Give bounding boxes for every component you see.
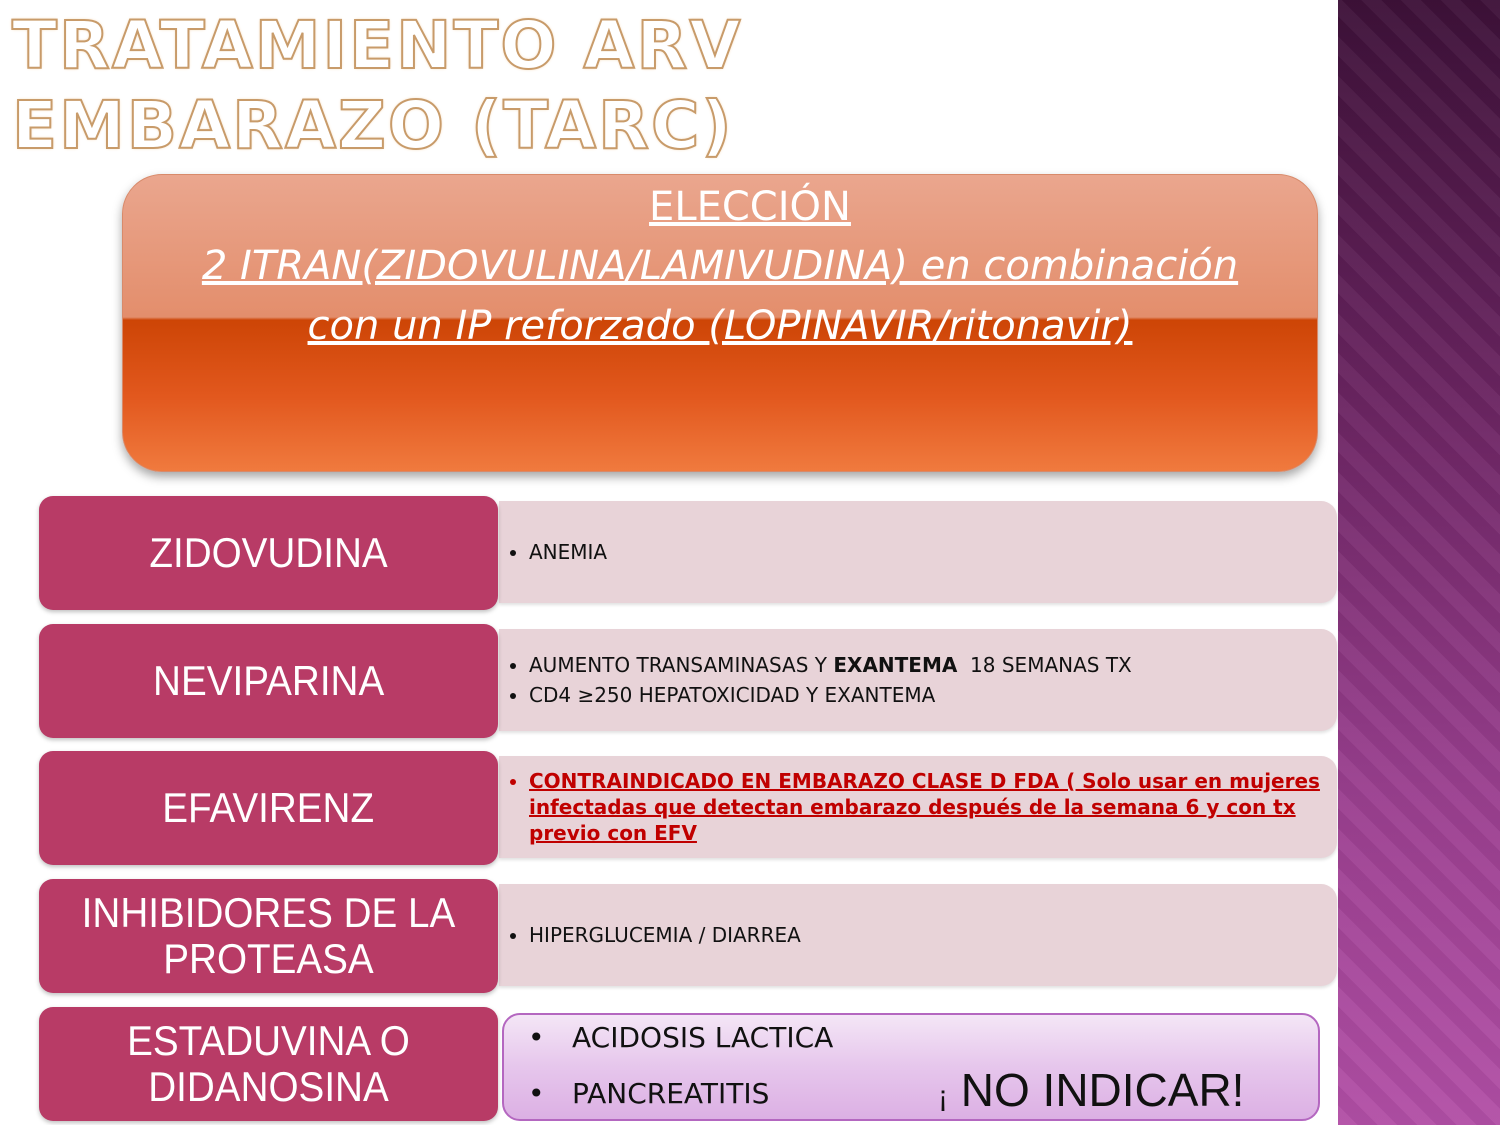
drug-row-neviparina: [39, 624, 1339, 738]
drug-label: NEVIPARINA: [39, 624, 498, 738]
contraindication-note: • CONTRAINDICADO EN EMBARAZO CLASE D FDA ( Solo usar en mujeres infectadas que detectan embarazo después de la semana 6 y con tx previo con EFV: [529, 768, 1321, 846]
detail-item: • PANCREATITIS: [528, 1077, 770, 1110]
drug-row-inhibidores: [39, 879, 1339, 993]
drug-detail: [499, 884, 1337, 986]
choice-text: 2 ITRAN(ZIDOVULINA/LAMIVUDINA) en combinación con un IP reforzado (LOPINAVIR/ritonavir): [201, 243, 1239, 349]
detail-item: • ACIDOSIS LACTICA: [528, 1021, 834, 1054]
page-title: TRATAMIENTO ARV EMBARAZO (TARC): [12, 7, 743, 164]
detail-item: • AUMENTO TRANSAMINASAS Y EXANTEMA 18 SEMANAS TX: [529, 650, 1321, 680]
drug-label: EFAVIRENZ: [39, 751, 498, 865]
detail-item: • ANEMIA: [529, 537, 1321, 567]
detail-item: • HIPERGLUCEMIA / DIARREA: [529, 920, 1321, 950]
drug-label: ESTADUVINA O DIDANOSINA: [39, 1007, 498, 1121]
warning-panel: [502, 1013, 1320, 1121]
drug-row-efavirenz: [39, 751, 1339, 865]
no-indicar-warning: ¡ NO INDICAR!: [938, 1064, 1245, 1116]
decorative-side-band: [1338, 0, 1500, 1125]
drug-detail: [499, 629, 1337, 731]
choice-heading: ELECCIÓN: [649, 184, 851, 230]
drug-row-zidovudina: [39, 496, 1339, 610]
drug-label: ZIDOVUDINA: [39, 496, 498, 610]
drug-detail: [499, 756, 1337, 858]
drug-label: INHIBIDORES DE LA PROTEASA: [39, 879, 498, 993]
drug-detail: [499, 501, 1337, 603]
detail-item: • CD4 ≥250 HEPATOXICIDAD Y EXANTEMA: [529, 680, 1321, 710]
